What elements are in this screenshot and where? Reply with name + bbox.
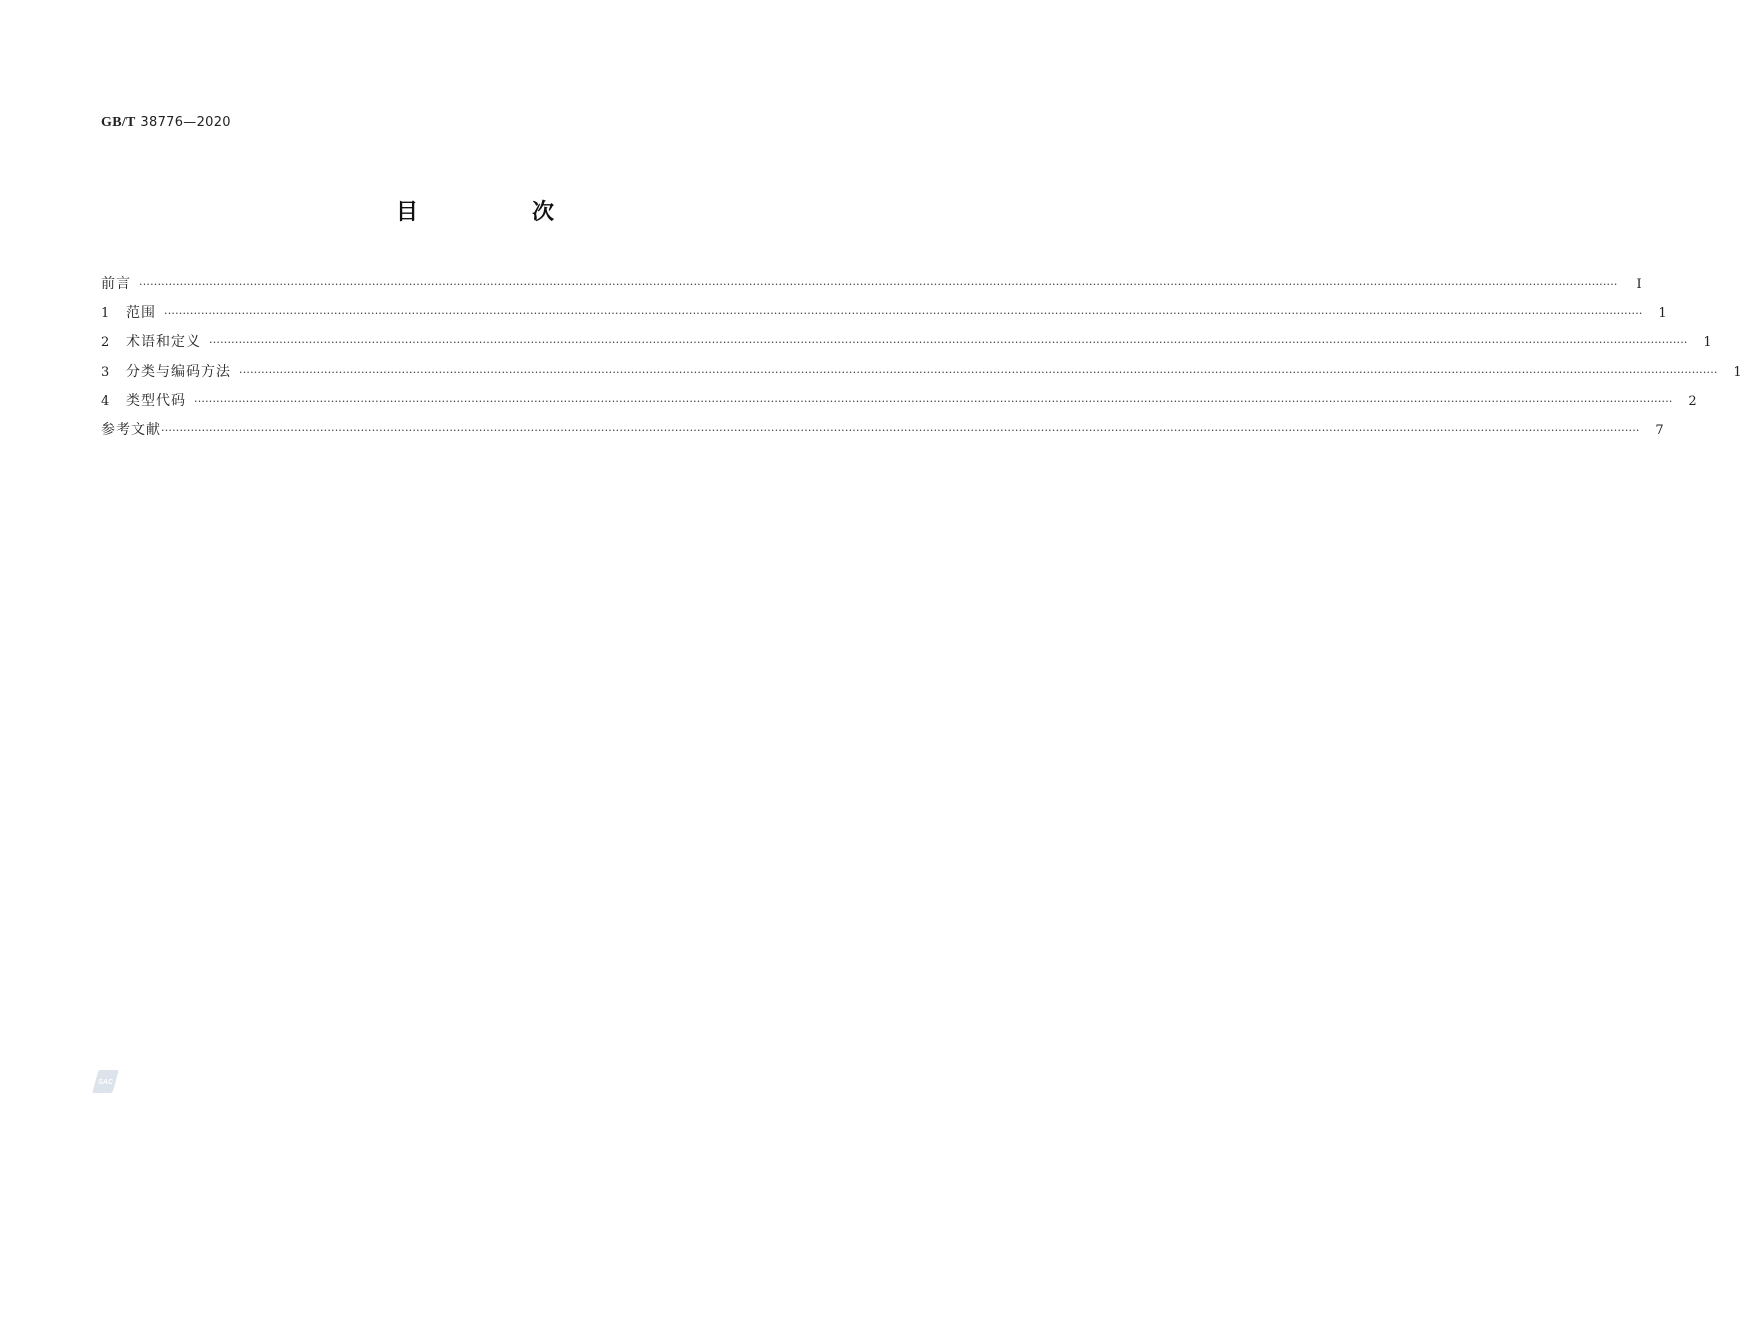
toc-entry-label: 类型代码 (126, 392, 186, 409)
toc-entry-chapter: 4 (101, 393, 110, 409)
toc-entry-label: 范围 (126, 305, 156, 322)
toc-entry-references[interactable] (101, 419, 1664, 448)
standard-number: 38776—2020 (140, 115, 231, 130)
toc-leader-dots: ················································································································································································································································································································································································································ (239, 365, 1718, 379)
standard-prefix: GB/T (101, 115, 136, 130)
svg-text:SAC: SAC (98, 1079, 113, 1086)
toc-entry-scope[interactable] (101, 302, 1667, 331)
toc-entry-page: 1 (1658, 306, 1667, 322)
toc-entry-label: 分类与编码方法 (126, 363, 231, 380)
toc-entry-label: 前言 (101, 276, 131, 292)
toc-leader-dots: ················································································································································································································································································································································································································ (139, 278, 1618, 291)
toc-entry-chapter: 3 (101, 364, 110, 380)
toc-entry-preface[interactable] (101, 273, 1642, 302)
toc-entry-terms[interactable] (101, 331, 1712, 360)
toc-entry-label: 参考文献 (101, 421, 161, 438)
standard-code (101, 114, 231, 131)
toc-entry-page: Ⅰ (1636, 277, 1642, 292)
toc-list (101, 273, 1742, 448)
toc-entry-type-codes[interactable] (101, 390, 1697, 419)
toc-entry-label: 术语和定义 (126, 334, 201, 351)
toc-entry-page: 2 (1688, 393, 1697, 409)
toc-entry-classification[interactable] (101, 361, 1742, 390)
toc-leader-dots: ················································································································································································································································································································································································································ (194, 394, 1673, 408)
toc-entry-chapter: 2 (101, 335, 110, 351)
toc-entry-chapter: 1 (101, 306, 110, 322)
toc-entry-page: 1 (1703, 335, 1712, 351)
toc-title: 目 次 (395, 200, 600, 225)
sac-logo-icon (92, 1069, 119, 1094)
toc-entry-page: 7 (1655, 422, 1664, 438)
toc-leader-dots: ················································································································································································································································································································································································································ (209, 336, 1688, 350)
toc-leader-dots: ················································································································································································································································································································································································································ (161, 423, 1640, 437)
toc-entry-page: 1 (1733, 364, 1742, 380)
toc-leader-dots: ················································································································································································································································································································································································································ (164, 307, 1643, 321)
